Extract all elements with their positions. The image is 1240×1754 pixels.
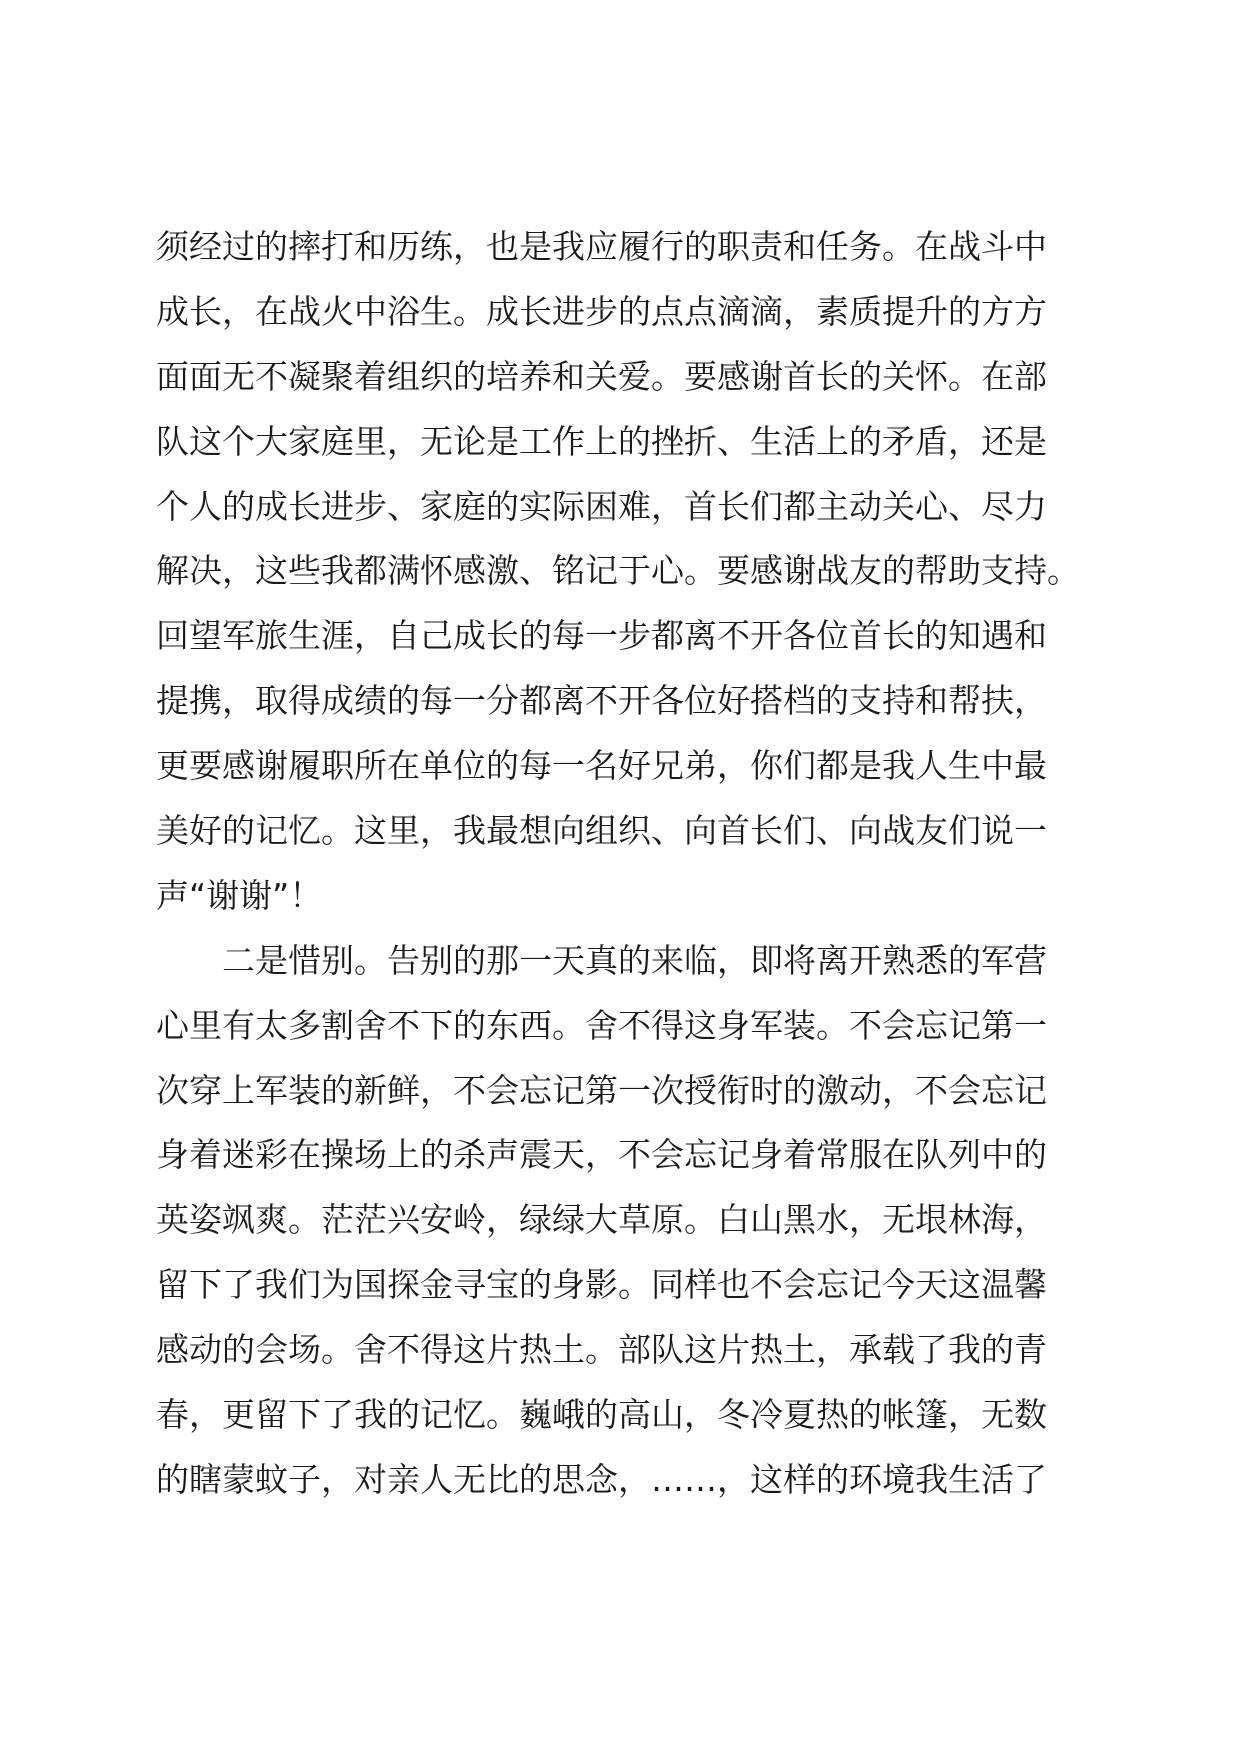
text-line: 须经过的摔打和历练，也是我应履行的职责和任务。在战斗中 bbox=[156, 227, 1047, 266]
body-text bbox=[156, 215, 1096, 1513]
text-line: 回望军旅生涯，自己成长的每一步都离不开各位首长的知遇和 bbox=[156, 616, 1047, 656]
text-line: 声“谢谢”！ bbox=[156, 875, 323, 915]
text-line: 心里有太多割舍不下的东西。舍不得这身军装。不会忘记第一 bbox=[156, 1005, 1047, 1045]
paragraph-start-line: 二是惜别。告别的那一天真的来临，即将离开熟悉的军营 bbox=[222, 940, 1047, 980]
text-line: 次穿上军装的新鲜，不会忘记第一次授衔时的激动，不会忘记 bbox=[156, 1070, 1047, 1110]
text-line: 美好的记忆。这里，我最想向组织、向首长们、向战友们说一 bbox=[156, 811, 1047, 851]
text-line: 个人的成长进步、家庭的实际困难，首长们都主动关心、尽力 bbox=[156, 486, 1047, 526]
text-line: 成长，在战火中浴生。成长进步的点点滴滴，素质提升的方方 bbox=[156, 291, 1047, 331]
text-line: 面面无不凝聚着组织的培养和关爱。要感谢首长的关怀。在部 bbox=[156, 356, 1047, 396]
text-line: 留下了我们为国探金寻宝的身影。同样也不会忘记今天这温馨 bbox=[156, 1265, 1047, 1305]
text-line: 队这个大家庭里，无论是工作上的挫折、生活上的矛盾，还是 bbox=[156, 421, 1047, 461]
text-line: 身着迷彩在操场上的杀声震天，不会忘记身着常服在队列中的 bbox=[156, 1135, 1047, 1175]
text-line: 更要感谢履职所在单位的每一名好兄弟，你们都是我人生中最 bbox=[156, 746, 1047, 786]
text-line: 英姿飒爽。茫茫兴安岭，绿绿大草原。白山黑水，无垠林海， bbox=[156, 1200, 1047, 1240]
text-line: 解决，这些我都满怀感激、铭记于心。要感谢战友的帮助支持。 bbox=[156, 551, 1080, 591]
text-line: 的瞎蒙蚊子，对亲人无比的思念，……，这样的环境我生活了 bbox=[156, 1459, 1047, 1499]
text-line: 提携，取得成绩的每一分都离不开各位好搭档的支持和帮扶， bbox=[156, 681, 1047, 721]
text-line: 春，更留下了我的记忆。巍峨的高山，冬冷夏热的帐篷，无数 bbox=[156, 1395, 1047, 1435]
text-line: 感动的会场。舍不得这片热土。部队这片热土，承载了我的青 bbox=[156, 1330, 1047, 1370]
